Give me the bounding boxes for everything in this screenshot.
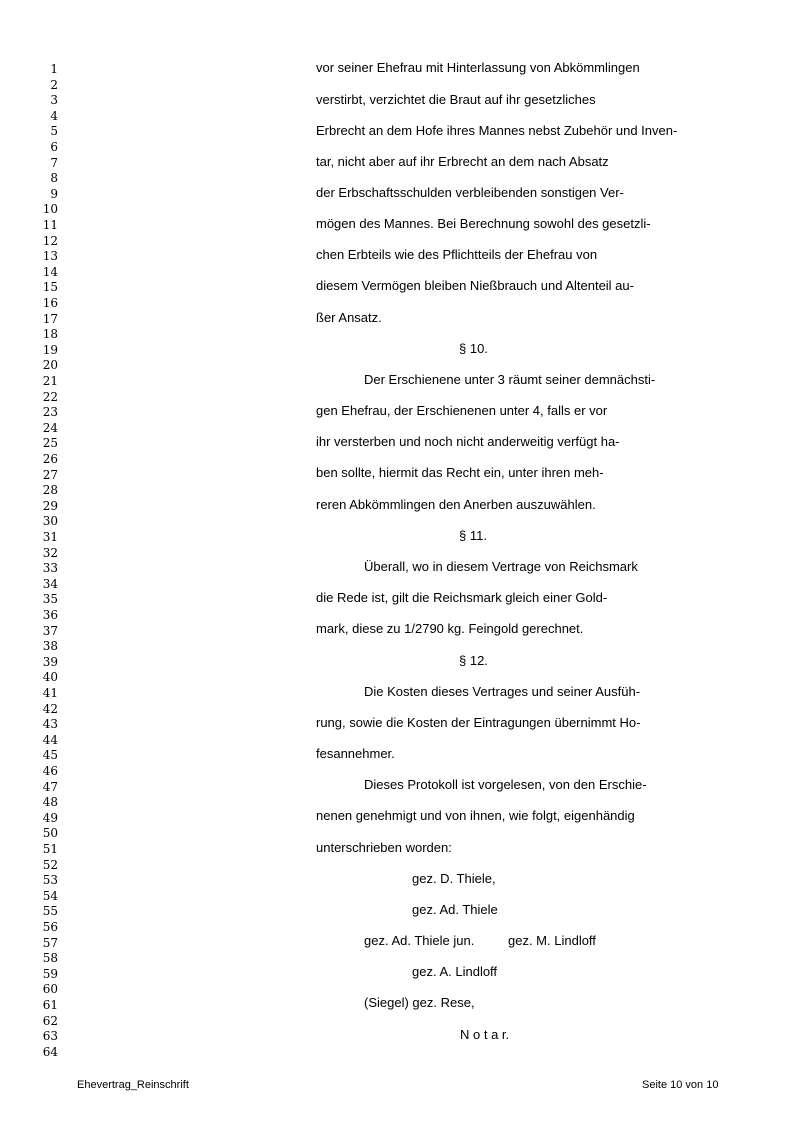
line-number: 44 xyxy=(42,732,58,747)
line-number: 63 xyxy=(42,1029,58,1044)
line-number: 32 xyxy=(42,545,58,560)
line-number: 33 xyxy=(42,561,58,576)
line-number: 12 xyxy=(42,233,58,248)
text-line: die Rede ist, gilt die Reichsmark gleich einer Gold- xyxy=(316,590,608,605)
line-number: 40 xyxy=(42,670,58,685)
line-number: 6 xyxy=(50,140,58,154)
line-number: 41 xyxy=(42,686,58,700)
footer-document-name: Ehevertrag_Reinschrift xyxy=(77,1079,189,1091)
signature-ad-thiele-jun: gez. Ad. Thiele jun. xyxy=(364,933,475,948)
text-line: ihr versterben und noch nicht anderweitig verfügt ha- xyxy=(316,434,620,449)
text-line: mark, diese zu 1/2790 kg. Feingold gerechnet. xyxy=(316,621,584,636)
section-heading-10: § 10. xyxy=(459,341,488,356)
text-line: fesannehmer. xyxy=(316,746,395,761)
line-number: 64 xyxy=(42,1044,58,1059)
line-number: 57 xyxy=(42,935,58,950)
text-line: nenen genehmigt und von ihnen, wie folgt, eigenhändig xyxy=(316,808,635,823)
line-number: 27 xyxy=(42,467,58,482)
text-line: rung, sowie die Kosten der Eintragungen übernimmt Ho- xyxy=(316,715,641,730)
line-number: 24 xyxy=(42,420,58,435)
line-number: 21 xyxy=(42,374,58,388)
line-number: 4 xyxy=(50,108,58,123)
line-number: 39 xyxy=(42,654,58,669)
line-number: 37 xyxy=(42,623,58,638)
text-line: Überall, wo in diesem Vertrage von Reichsmark xyxy=(364,559,638,574)
line-number: 11 xyxy=(42,218,58,232)
line-number: 2 xyxy=(50,77,58,92)
text-line: unterschrieben worden: xyxy=(316,840,452,855)
text-line: gen Ehefrau, der Erschienenen unter 4, falls er vor xyxy=(316,403,608,418)
text-line: der Erbschaftsschulden verbleibenden sonstigen Ver- xyxy=(316,185,624,200)
line-number: 9 xyxy=(50,186,58,201)
line-number: 54 xyxy=(42,888,58,903)
line-number: 29 xyxy=(42,498,58,513)
line-number: 14 xyxy=(42,264,58,279)
text-line: Der Erschienene unter 3 räumt seiner demnächsti- xyxy=(364,372,656,387)
line-number: 23 xyxy=(42,405,58,420)
line-number: 46 xyxy=(42,764,58,778)
text-line: Erbrecht an dem Hofe ihres Mannes nebst Zubehör und Inven- xyxy=(316,123,678,138)
line-number: 13 xyxy=(42,249,58,264)
line-number: 59 xyxy=(42,966,58,981)
line-number: 15 xyxy=(42,280,58,295)
signature-d-thiele: gez. D. Thiele, xyxy=(412,871,496,886)
line-number: 16 xyxy=(42,296,58,310)
line-number: 52 xyxy=(42,857,58,872)
line-number: 1 xyxy=(50,62,58,76)
text-line: tar, nicht aber auf ihr Erbrecht an dem nach Absatz xyxy=(316,154,609,169)
text-line: mögen des Mannes. Bei Berechnung sowohl des gesetzli- xyxy=(316,216,651,231)
line-number: 31 xyxy=(42,530,58,544)
text-line: reren Abkömmlingen den Anerben auszuwählen. xyxy=(316,497,596,512)
text-line: Dieses Protokoll ist vorgelesen, von den Erschie- xyxy=(364,777,647,792)
line-number: 50 xyxy=(42,826,58,841)
line-number: 42 xyxy=(42,701,58,716)
line-number: 55 xyxy=(42,904,58,919)
line-number: 61 xyxy=(42,998,58,1012)
section-heading-11: § 11. xyxy=(459,528,487,543)
line-number: 34 xyxy=(42,576,58,591)
line-number: 19 xyxy=(42,342,58,357)
signature-m-lindloff: gez. M. Lindloff xyxy=(508,933,596,948)
notary-title: N o t a r. xyxy=(460,1027,510,1042)
line-number: 3 xyxy=(50,93,58,108)
text-line: vor seiner Ehefrau mit Hinterlassung von Abkömmlingen xyxy=(316,60,640,75)
line-number: 5 xyxy=(50,124,58,139)
line-number: 30 xyxy=(42,514,58,529)
line-number: 62 xyxy=(42,1013,58,1028)
line-number: 25 xyxy=(42,436,58,451)
text-line: ben sollte, hiermit das Recht ein, unter ihren meh- xyxy=(316,465,604,480)
signature-notary-rese: (Siegel) gez. Rese, xyxy=(364,995,475,1010)
text-line: diesem Vermögen bleiben Nießbrauch und Altenteil au- xyxy=(316,278,634,293)
line-number: 51 xyxy=(42,842,58,856)
text-line: chen Erbteils wie des Pflichtteils der Ehefrau von xyxy=(316,247,598,262)
footer-page-number: Seite 10 von 10 xyxy=(642,1079,719,1091)
line-number: 47 xyxy=(42,779,58,794)
text-line: Die Kosten dieses Vertrages und seiner Ausfüh- xyxy=(364,684,641,699)
line-number: 22 xyxy=(42,389,58,404)
line-number: 8 xyxy=(50,171,58,186)
text-line: verstirbt, verzichtet die Braut auf ihr gesetzliches xyxy=(316,92,596,107)
section-heading-12: § 12. xyxy=(459,653,488,668)
text-line: ßer Ansatz. xyxy=(316,310,382,325)
line-number: 56 xyxy=(42,920,58,934)
line-number: 45 xyxy=(42,748,58,763)
line-number: 48 xyxy=(42,795,58,810)
line-number: 10 xyxy=(42,202,58,217)
line-number: 49 xyxy=(42,810,58,825)
line-number: 20 xyxy=(42,358,58,373)
line-number: 58 xyxy=(42,951,58,966)
line-number: 53 xyxy=(42,873,58,888)
line-number: 28 xyxy=(42,483,58,498)
line-number: 26 xyxy=(42,452,58,466)
signature-a-lindloff: gez. A. Lindloff xyxy=(412,964,498,979)
line-number: 38 xyxy=(42,639,58,654)
line-number: 18 xyxy=(42,327,58,342)
line-number: 43 xyxy=(42,717,58,732)
line-number: 35 xyxy=(42,592,58,607)
line-number: 7 xyxy=(50,155,58,170)
line-number: 36 xyxy=(42,608,58,622)
line-number: 17 xyxy=(42,311,58,326)
line-number: 60 xyxy=(42,982,58,997)
signature-ad-thiele: gez. Ad. Thiele xyxy=(412,902,498,917)
